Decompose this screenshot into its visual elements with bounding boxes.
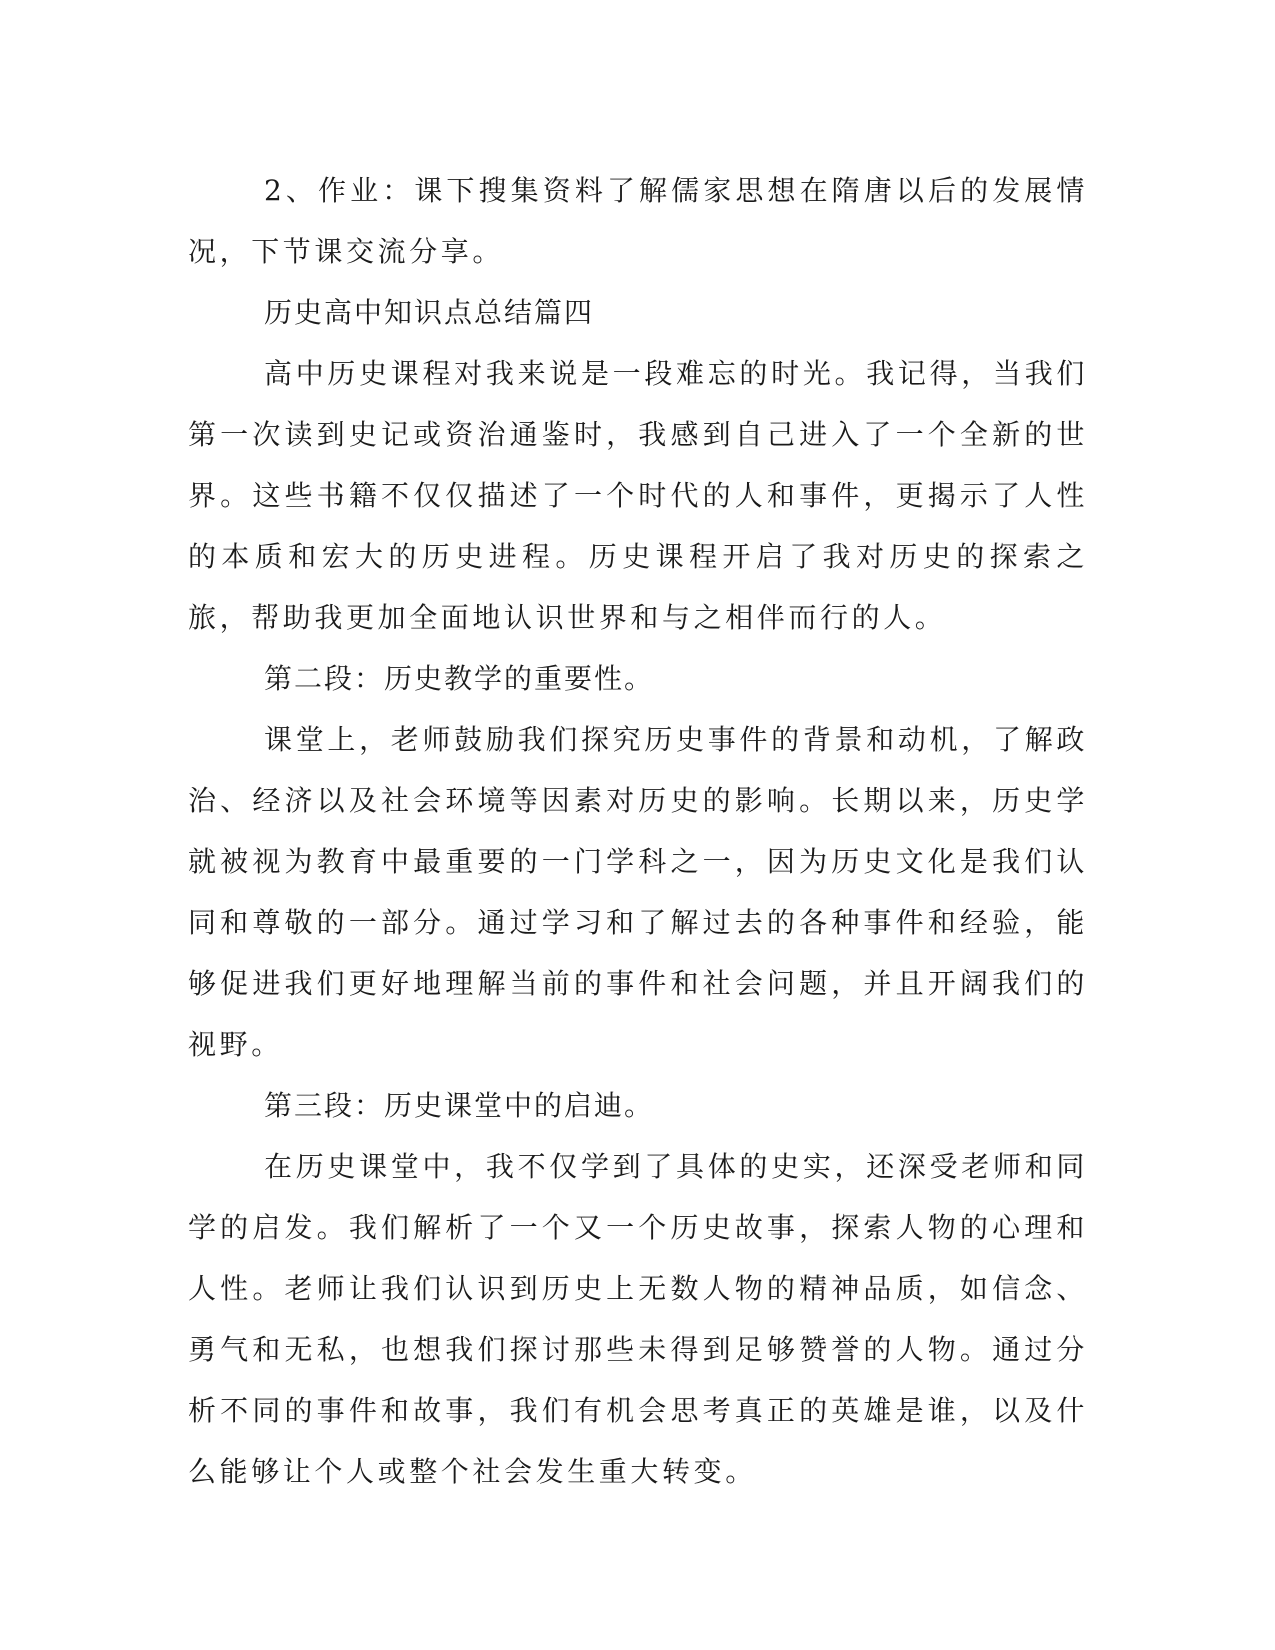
document-body bbox=[188, 160, 1088, 1502]
paragraph-homework: 2、作业：课下搜集资料了解儒家思想在隋唐以后的发展情况，下节课交流分享。 bbox=[188, 174, 1088, 268]
paragraph-intro: 高中历史课程对我来说是一段难忘的时光。我记得，当我们第一次读到史记或资治通鉴时，我感到自己进入了一个全新的世界。这些书籍不仅仅描述了一个时代的人和事件，更揭示了人性的本质和宏大的历史进程。历史课程开启了我对历史的探索之旅，帮助我更加全面地认识世界和与之相伴而行的人。 bbox=[188, 357, 1088, 634]
section-heading-3: 第三段：历史课堂中的启迪。 bbox=[264, 1089, 655, 1122]
section-heading-2: 第二段：历史教学的重要性。 bbox=[264, 662, 655, 695]
section-title: 历史高中知识点总结篇四 bbox=[264, 296, 595, 329]
paragraph-inspiration: 在历史课堂中，我不仅学到了具体的史实，还深受老师和同学的启发。我们解析了一个又一个历史故事，探索人物的心理和人性。老师让我们认识到历史上无数人物的精神品质，如信念、勇气和无私，也想我们探讨那些未得到足够赞誉的人物。通过分析不同的事件和故事，我们有机会思考真正的英雄是谁，以及什么能够让个人或整个社会发生重大转变。 bbox=[188, 1150, 1088, 1488]
paragraph-importance: 课堂上，老师鼓励我们探究历史事件的背景和动机，了解政治、经济以及社会环境等因素对历史的影响。长期以来，历史学就被视为教育中最重要的一门学科之一，因为历史文化是我们认同和尊敬的一部分。通过学习和了解过去的各种事件和经验，能够促进我们更好地理解当前的事件和社会问题，并且开阔我们的视野。 bbox=[188, 723, 1088, 1061]
